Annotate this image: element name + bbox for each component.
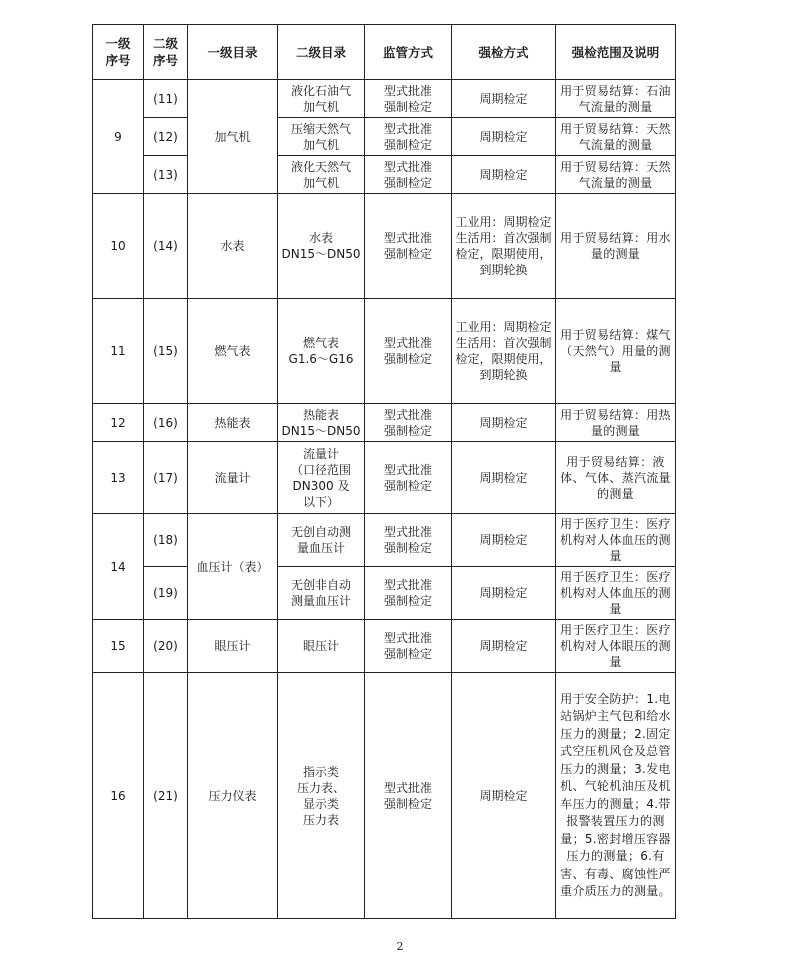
table-row: [93, 514, 676, 567]
supervision-cell: 型式批准 强制检定: [365, 620, 452, 673]
scope-cell: 用于医疗卫生：医疗机构对人体血压的测量: [556, 567, 676, 620]
table-row: [93, 442, 676, 514]
primary-no-cell: 15: [93, 620, 144, 673]
secondary-catalog-cell: 热能表 DN15～DN50: [278, 404, 365, 442]
primary-no-cell: 13: [93, 442, 144, 514]
inspection-cell: 工业用：周期检定 生活用：首次强制检定，限期使用，到期轮换: [452, 194, 556, 299]
header-primary-no: 一级 序号: [93, 25, 144, 80]
inspection-cell: 周期检定: [452, 156, 556, 194]
table-row: [93, 118, 676, 156]
scope-cell: 用于贸易结算：用热量的测量: [556, 404, 676, 442]
secondary-catalog-cell: 燃气表 G1.6～G16: [278, 299, 365, 404]
inspection-cell: 周期检定: [452, 514, 556, 567]
header-scope: 强检范围及说明: [556, 25, 676, 80]
inspection-cell: 周期检定: [452, 567, 556, 620]
scope-cell: 用于贸易结算：煤气（天然气）用量的测量: [556, 299, 676, 404]
supervision-cell: 型式批准 强制检定: [365, 442, 452, 514]
primary-catalog-cell: 眼压计: [188, 620, 278, 673]
table-row: [93, 194, 676, 299]
primary-no-cell: 11: [93, 299, 144, 404]
secondary-catalog-cell: 流量计 （口径范围 DN300 及 以下）: [278, 442, 365, 514]
table-row: [93, 620, 676, 673]
secondary-no-cell: (19): [144, 567, 188, 620]
scope-cell: 用于贸易结算：天然气流量的测量: [556, 156, 676, 194]
primary-catalog-cell: 热能表: [188, 404, 278, 442]
table-row: [93, 567, 676, 620]
secondary-catalog-cell: 无创自动测 量血压计: [278, 514, 365, 567]
supervision-cell: 型式批准 强制检定: [365, 404, 452, 442]
header-inspection-method: 强检方式: [452, 25, 556, 80]
secondary-no-cell: (15): [144, 299, 188, 404]
inspection-cell: 周期检定: [452, 673, 556, 919]
inspection-cell: 周期检定: [452, 80, 556, 118]
supervision-cell: 型式批准 强制检定: [365, 514, 452, 567]
scope-cell: 用于贸易结算：天然气流量的测量: [556, 118, 676, 156]
inspection-cell: 周期检定: [452, 620, 556, 673]
secondary-no-cell: (18): [144, 514, 188, 567]
secondary-catalog-cell: 眼压计: [278, 620, 365, 673]
supervision-cell: 型式批准 强制检定: [365, 673, 452, 919]
inspection-cell: 周期检定: [452, 442, 556, 514]
table-row: [93, 299, 676, 404]
scope-cell: 用于贸易结算：液体、气体、蒸汽流量的测量: [556, 442, 676, 514]
secondary-catalog-cell: 液化石油气 加气机: [278, 80, 365, 118]
inspection-cell: 周期检定: [452, 404, 556, 442]
table-row: [93, 404, 676, 442]
supervision-cell: 型式批准 强制检定: [365, 118, 452, 156]
secondary-no-cell: (20): [144, 620, 188, 673]
catalog-table: [92, 24, 676, 919]
secondary-catalog-cell: 液化天然气 加气机: [278, 156, 365, 194]
primary-catalog-cell: 流量计: [188, 442, 278, 514]
table-row: [93, 673, 676, 919]
supervision-cell: 型式批准 强制检定: [365, 194, 452, 299]
inspection-cell: 工业用：周期检定 生活用：首次强制检定，限期使用，到期轮换: [452, 299, 556, 404]
secondary-no-cell: (11): [144, 80, 188, 118]
supervision-cell: 型式批准 强制检定: [365, 299, 452, 404]
primary-no-cell: 12: [93, 404, 144, 442]
secondary-catalog-cell: 指示类 压力表、 显示类 压力表: [278, 673, 365, 919]
header-supervision-method: 监管方式: [365, 25, 452, 80]
table-row: [93, 80, 676, 118]
table-row: [93, 156, 676, 194]
primary-catalog-cell: 加气机: [188, 80, 278, 194]
scope-cell: 用于贸易结算：石油气流量的测量: [556, 80, 676, 118]
primary-catalog-cell: 压力仪表: [188, 673, 278, 919]
primary-no-cell: 16: [93, 673, 144, 919]
primary-catalog-cell: 水表: [188, 194, 278, 299]
scope-cell: 用于安全防护：1.电站锅炉主气包和给水压力的测量；2.固定式空压机风仓及总管压力的测量；3.发电机、气轮机油压及机车压力的测量；4.带报警装置压力的测量；5.密封增压容器压力的测量；6.有害、有毒、腐蚀性严重介质压力的测量。: [556, 673, 676, 919]
supervision-cell: 型式批准 强制检定: [365, 80, 452, 118]
scope-cell: 用于贸易结算：用水量的测量: [556, 194, 676, 299]
supervision-cell: 型式批准 强制检定: [365, 156, 452, 194]
primary-catalog-cell: 血压计（表）: [188, 514, 278, 620]
secondary-no-cell: (12): [144, 118, 188, 156]
header-secondary-no: 二级 序号: [144, 25, 188, 80]
secondary-no-cell: (14): [144, 194, 188, 299]
header-row: [93, 25, 676, 80]
primary-no-cell: 14: [93, 514, 144, 620]
secondary-catalog-cell: 压缩天然气 加气机: [278, 118, 365, 156]
primary-no-cell: 10: [93, 194, 144, 299]
secondary-catalog-cell: 无创非自动 测量血压计: [278, 567, 365, 620]
secondary-no-cell: (13): [144, 156, 188, 194]
supervision-cell: 型式批准 强制检定: [365, 567, 452, 620]
primary-no-cell: 9: [93, 80, 144, 194]
secondary-no-cell: (16): [144, 404, 188, 442]
page-number: 2: [396, 940, 404, 953]
scope-cell: 用于医疗卫生：医疗机构对人体血压的测量: [556, 514, 676, 567]
inspection-cell: 周期检定: [452, 118, 556, 156]
primary-catalog-cell: 燃气表: [188, 299, 278, 404]
secondary-no-cell: (17): [144, 442, 188, 514]
header-primary-catalog: 一级目录: [188, 25, 278, 80]
scope-cell: 用于医疗卫生：医疗机构对人体眼压的测量: [556, 620, 676, 673]
secondary-catalog-cell: 水表 DN15～DN50: [278, 194, 365, 299]
secondary-no-cell: (21): [144, 673, 188, 919]
header-secondary-catalog: 二级目录: [278, 25, 365, 80]
